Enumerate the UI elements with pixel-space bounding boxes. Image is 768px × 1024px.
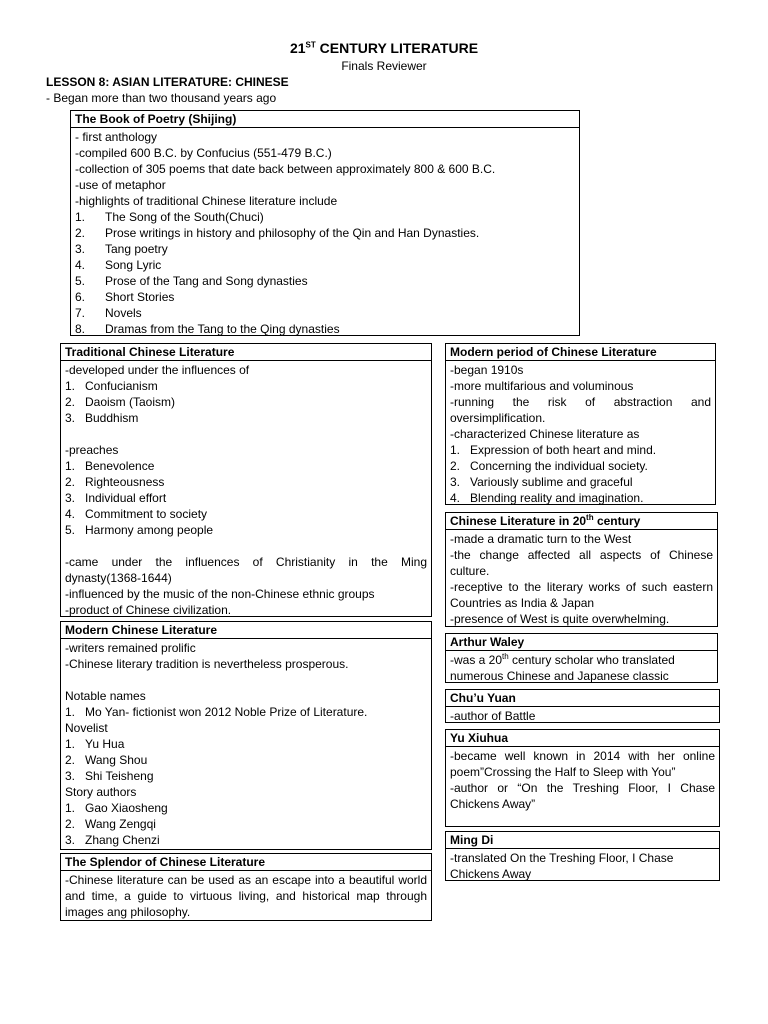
text-line: Story authors [65,785,137,799]
text-line: - first anthology [75,130,158,144]
box-title: Chinese Literature in 20th century [446,513,717,530]
influences-list [65,378,427,426]
list-item: 2. Wang Shou [65,753,148,767]
list-item: 1. Benevolence [65,459,155,473]
document-title: 21ST CENTURY LITERATURE [289,40,479,56]
text-line: -the change affected all aspects of Chinese culture. [450,548,713,578]
text-line: -author of Battle [450,709,536,723]
novelist-list [65,736,427,784]
list-item: 3. Individual effort [65,491,167,505]
text-line: -product of Chinese civilization. [65,603,232,617]
list-item: 1. Yu Hua [65,737,125,751]
list-item: 5. Harmony among people [65,523,214,537]
text-paragraph: -Chinese literature can be used as an escape into a beautiful world and time, a guide to virtuous living, and historical map through images ang philosophy. [65,873,427,919]
list-item: 3. Zhang Chenzi [65,833,160,847]
text-line: -came under the influences of Christianity in the Ming dynasty(1368-1644) [65,555,427,585]
modern-period-box [445,343,716,505]
list-item: 8. Dramas from the Tang to the Qing dynasties [75,322,340,336]
list-item: 2. Wang Zengqi [65,817,156,831]
text-line: Notable names [65,689,146,703]
highlights-list [75,209,575,337]
list-item: 1. Expression of both heart and mind. [450,443,657,457]
chuu-yuan-box [445,689,720,723]
list-item: 2. Daoism (Taoism) [65,395,176,409]
text-line: -became well known in 2014 with her online poem”Crossing the Half to Sleep with You” [450,749,715,779]
text-line: -writers remained prolific [65,641,196,655]
ming-di-box [445,831,720,881]
text-line: Novelist [65,721,108,735]
text-line: -collection of 305 poems that date back between approximately 800 & 600 B.C. [75,162,496,176]
list-item: 3. Shi Teisheng [65,769,154,783]
preaches-list [65,458,427,538]
list-item: 1. Gao Xiaosheng [65,801,168,815]
book-of-poetry-box [70,110,580,336]
traditional-literature-box [60,343,432,617]
text-paragraph: -was a 20th century scholar who translated numerous Chinese and Japanese classic [450,652,675,683]
list-item: 1. Confucianism [65,379,158,393]
box-title: The Splendor of Chinese Literature [61,854,431,871]
list-item: 3. Buddhism [65,411,139,425]
text-line: -running the risk of abstraction and oversimplification. [450,395,711,425]
list-item: 1. Mo Yan- fictionist won 2012 Noble Prize of Literature. [65,705,368,719]
list-item: 2. Concerning the individual society. [450,459,648,473]
document-subtitle: Finals Reviewer [341,59,427,73]
characteristics-list [450,442,711,506]
text-line: -more multifarious and voluminous [450,379,634,393]
text-line: -characterized Chinese literature as [450,427,640,441]
text-line: -presence of West is quite overwhelming. [450,612,670,626]
box-title: Chu’u Yuan [446,690,719,707]
modern-chinese-literature-box [60,621,432,850]
text-line: -developed under the influences of [65,363,250,377]
box-title: Arthur Waley [446,634,717,651]
list-item: 3. Variously sublime and graceful [450,475,633,489]
box-title: Modern period of Chinese Literature [446,344,715,361]
text-line: -made a dramatic turn to the West [450,532,632,546]
text-line: -highlights of traditional Chinese literature include [75,194,338,208]
story-authors-list [65,800,427,848]
list-item: 7. Novels [75,306,142,320]
intro-line: - Began more than two thousand years ago [46,91,277,105]
text-line: -preaches [65,443,119,457]
yu-xiuhua-box [445,729,720,827]
text-paragraph: -translated On the Treshing Floor, I Chase Chickens Away [450,851,674,881]
box-title: Modern Chinese Literature [61,622,431,639]
list-item: 4. Blending reality and imagination. [450,491,644,505]
box-title: Traditional Chinese Literature [61,344,431,361]
box-title: Ming Di [446,832,719,849]
list-item: 4. Commitment to society [65,507,208,521]
box-title: Yu Xiuhua [446,730,719,747]
text-line: -use of metaphor [75,178,166,192]
list-item: 1. The Song of the South(Chuci) [75,210,264,224]
list-item: 2. Righteousness [65,475,165,489]
list-item: 4. Song Lyric [75,258,162,272]
list-item: 6. Short Stories [75,290,175,304]
twentieth-century-box [445,512,718,627]
list-item: 3. Tang poetry [75,242,168,256]
lesson-heading: LESSON 8: ASIAN LITERATURE: CHINESE [46,75,289,89]
text-line: -author or “On the Treshing Floor, I Chase Chickens Away” [450,781,715,811]
list-item: 2. Prose writings in history and philosophy of the Qin and Han Dynasties. [75,226,480,240]
notable-list [65,704,427,720]
box-title: The Book of Poetry (Shijing) [71,111,579,128]
splendor-box [60,853,432,921]
text-line: -Chinese literary tradition is nevertheless prosperous. [65,657,349,671]
arthur-waley-box [445,633,718,683]
list-item: 5. Prose of the Tang and Song dynasties [75,274,308,288]
text-line: -receptive to the literary works of such eastern Countries as India & Japan [450,580,713,610]
text-line: -influenced by the music of the non-Chinese ethnic groups [65,587,375,601]
text-line: -compiled 600 B.C. by Confucius (551-479 B.C.) [75,146,332,160]
text-line: -began 1910s [450,363,524,377]
